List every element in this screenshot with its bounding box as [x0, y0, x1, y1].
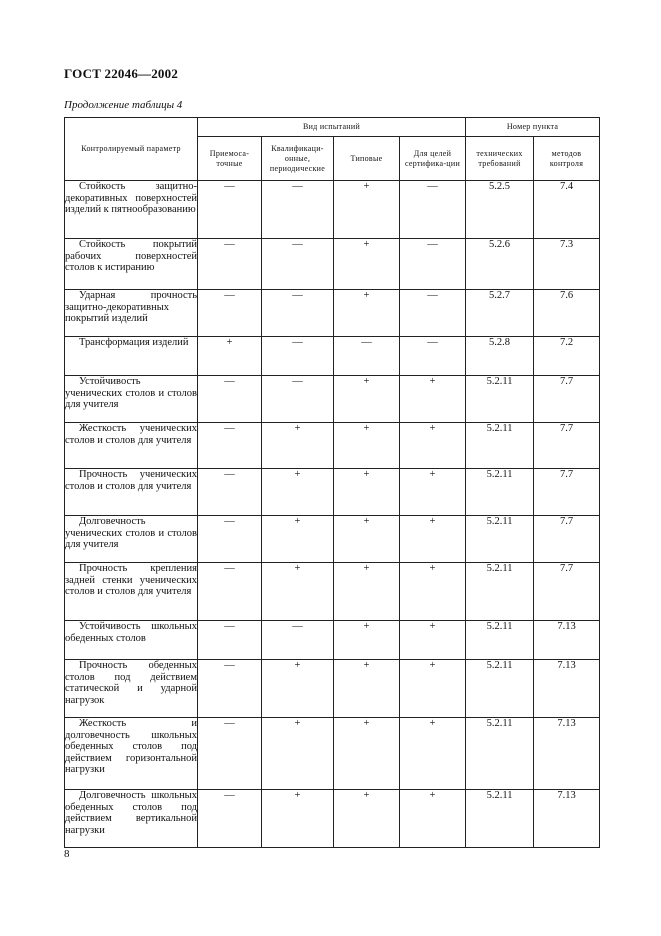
test-method-cell: 7.4	[534, 181, 600, 239]
table-row	[65, 718, 600, 790]
table-row	[65, 290, 600, 337]
certification-cell: +	[400, 516, 466, 563]
parameter-cell: Долговечность ученических столов и столов для учителя	[65, 516, 198, 563]
parameter-cell: Стойкость защитно-декоративных поверхностей изделий к пятнообразованию	[65, 181, 198, 239]
qualification-cell: +	[262, 423, 334, 469]
certification-cell: —	[400, 181, 466, 239]
test-method-cell: 7.13	[534, 790, 600, 848]
tech-requirement-cell: 5.2.11	[466, 469, 534, 516]
test-method-cell: 7.3	[534, 239, 600, 290]
qualification-cell: —	[262, 621, 334, 660]
acceptance-cell: —	[198, 621, 262, 660]
tech-requirement-cell: 5.2.11	[466, 790, 534, 848]
tech-requirement-cell: 5.2.8	[466, 337, 534, 376]
parameter-cell: Стойкость покрытий рабочих поверхностей столов к истиранию	[65, 239, 198, 290]
qualification-cell: —	[262, 290, 334, 337]
tech-requirement-cell: 5.2.11	[466, 563, 534, 621]
type-cell: +	[334, 290, 400, 337]
header-qualification: Квалификаци-онные, периодические	[262, 137, 334, 181]
acceptance-cell: —	[198, 718, 262, 790]
certification-cell: —	[400, 239, 466, 290]
parameter-cell: Долговечность школьных обеденных столов под действием вертикальной нагрузки	[65, 790, 198, 848]
tech-requirement-cell: 5.2.11	[466, 718, 534, 790]
type-cell: +	[334, 660, 400, 718]
parameter-cell: Прочность ученических столов и столов для учителя	[65, 469, 198, 516]
certification-cell: +	[400, 621, 466, 660]
table-row	[65, 376, 600, 423]
parameter-cell: Жесткость и долговечность школьных обеденных столов под действием горизонтальной нагрузки	[65, 718, 198, 790]
type-cell: +	[334, 621, 400, 660]
test-method-cell: 7.13	[534, 718, 600, 790]
acceptance-cell: —	[198, 516, 262, 563]
qualification-cell: —	[262, 337, 334, 376]
header-parameter: Контролируемый параметр	[65, 118, 198, 181]
qualification-cell: +	[262, 516, 334, 563]
certification-cell: +	[400, 376, 466, 423]
type-cell: —	[334, 337, 400, 376]
table-row	[65, 621, 600, 660]
table-body	[65, 181, 600, 848]
tech-requirement-cell: 5.2.5	[466, 181, 534, 239]
header-certification: Для целей сертифика-ции	[400, 137, 466, 181]
page-number: 8	[64, 848, 70, 860]
type-cell: +	[334, 563, 400, 621]
type-cell: +	[334, 376, 400, 423]
type-cell: +	[334, 469, 400, 516]
tech-requirement-cell: 5.2.11	[466, 376, 534, 423]
qualification-cell: —	[262, 376, 334, 423]
acceptance-cell: —	[198, 469, 262, 516]
qualification-cell: —	[262, 239, 334, 290]
table-row	[65, 423, 600, 469]
type-cell: +	[334, 181, 400, 239]
certification-cell: +	[400, 469, 466, 516]
test-method-cell: 7.7	[534, 469, 600, 516]
parameter-cell: Прочность обеденных столов под действием статической и ударной нагрузок	[65, 660, 198, 718]
type-cell: +	[334, 718, 400, 790]
test-types-table	[64, 117, 600, 848]
test-method-cell: 7.7	[534, 516, 600, 563]
table-row	[65, 239, 600, 290]
type-cell: +	[334, 423, 400, 469]
tech-requirement-cell: 5.2.7	[466, 290, 534, 337]
type-cell: +	[334, 516, 400, 563]
qualification-cell: +	[262, 790, 334, 848]
test-method-cell: 7.13	[534, 621, 600, 660]
tech-requirement-cell: 5.2.11	[466, 423, 534, 469]
header-test-types: Вид испытаний	[198, 118, 466, 137]
acceptance-cell: —	[198, 290, 262, 337]
type-cell: +	[334, 790, 400, 848]
header-item-number: Номер пункта	[466, 118, 600, 137]
acceptance-cell: —	[198, 376, 262, 423]
test-method-cell: 7.6	[534, 290, 600, 337]
certification-cell: +	[400, 660, 466, 718]
acceptance-cell: —	[198, 239, 262, 290]
test-method-cell: 7.7	[534, 376, 600, 423]
tech-requirement-cell: 5.2.11	[466, 660, 534, 718]
document-title: ГОСТ 22046—2002	[64, 66, 179, 81]
acceptance-cell: —	[198, 423, 262, 469]
certification-cell: +	[400, 563, 466, 621]
test-method-cell: 7.13	[534, 660, 600, 718]
table-row	[65, 516, 600, 563]
parameter-cell: Устойчивость ученических столов и столов для учителя	[65, 376, 198, 423]
parameter-cell: Трансформация изделий	[65, 337, 198, 376]
qualification-cell: +	[262, 469, 334, 516]
header-type: Типовые	[334, 137, 400, 181]
certification-cell: —	[400, 290, 466, 337]
parameter-cell: Жесткость ученических столов и столов для учителя	[65, 423, 198, 469]
table-continuation-caption: Продолжение таблицы 4	[64, 99, 183, 111]
qualification-cell: +	[262, 718, 334, 790]
table-row	[65, 469, 600, 516]
header-acceptance: Приемоса-точные	[198, 137, 262, 181]
tech-requirement-cell: 5.2.6	[466, 239, 534, 290]
table-row	[65, 337, 600, 376]
parameter-cell: Прочность крепления задней стенки ученических столов и столов для учителя	[65, 563, 198, 621]
table-row	[65, 660, 600, 718]
acceptance-cell: —	[198, 790, 262, 848]
header-test-methods: методов контроля	[534, 137, 600, 181]
test-method-cell: 7.7	[534, 423, 600, 469]
acceptance-cell: —	[198, 563, 262, 621]
qualification-cell: +	[262, 660, 334, 718]
table-row	[65, 181, 600, 239]
certification-cell: +	[400, 718, 466, 790]
test-method-cell: 7.2	[534, 337, 600, 376]
test-method-cell: 7.7	[534, 563, 600, 621]
table-row	[65, 563, 600, 621]
tech-requirement-cell: 5.2.11	[466, 516, 534, 563]
type-cell: +	[334, 239, 400, 290]
parameter-cell: Устойчивость школьных обеденных столов	[65, 621, 198, 660]
acceptance-cell: +	[198, 337, 262, 376]
acceptance-cell: —	[198, 660, 262, 718]
header-technical-requirements: технических требований	[466, 137, 534, 181]
table-row	[65, 790, 600, 848]
acceptance-cell: —	[198, 181, 262, 239]
certification-cell: +	[400, 790, 466, 848]
certification-cell: —	[400, 337, 466, 376]
certification-cell: +	[400, 423, 466, 469]
parameter-cell: Ударная прочность защитно-декоративных покрытий изделий	[65, 290, 198, 337]
qualification-cell: —	[262, 181, 334, 239]
tech-requirement-cell: 5.2.11	[466, 621, 534, 660]
qualification-cell: +	[262, 563, 334, 621]
